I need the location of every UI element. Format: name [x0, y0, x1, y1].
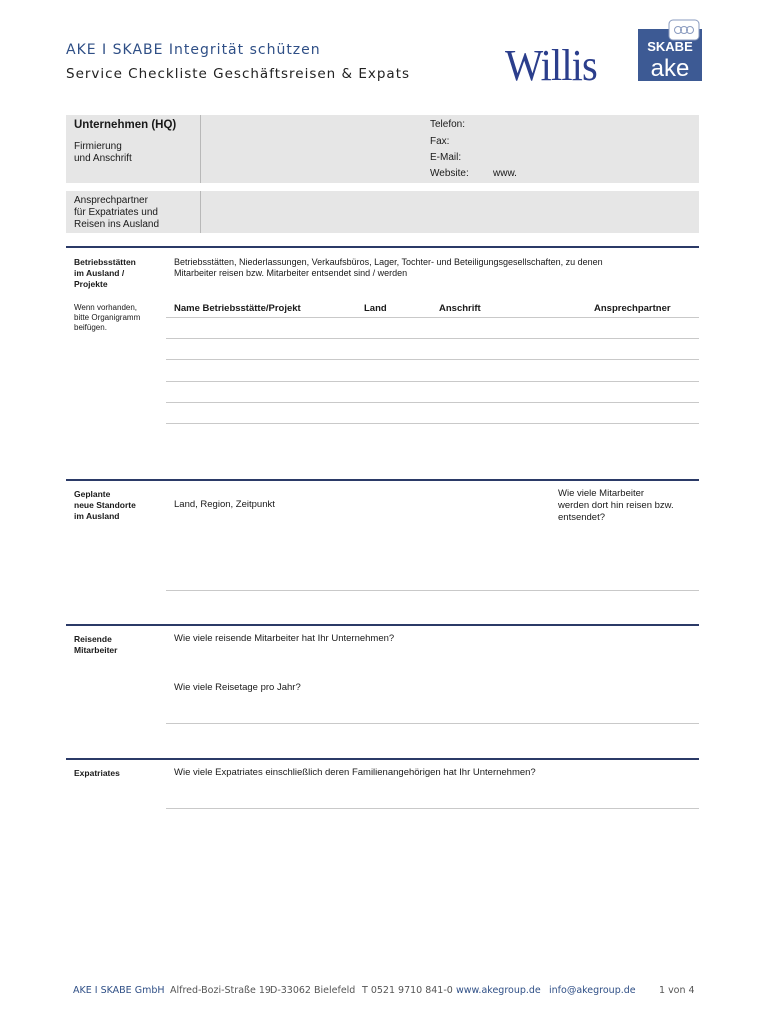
- company-label-line2: und Anschrift: [74, 153, 132, 164]
- planned-question-line3: entsendet?: [558, 512, 606, 523]
- sites-table-row-line[interactable]: [166, 317, 699, 318]
- sites-description-line2: Mitarbeiter reisen bzw. Mitarbeiter entsendet sind / werden: [174, 268, 408, 278]
- sites-note-line1: Wenn vorhanden,: [74, 303, 138, 312]
- document-title: AKE I SKABE Integrität schützen: [66, 42, 321, 58]
- expats-label: Expatriates: [74, 768, 120, 778]
- company-label-line1: Firmierung: [74, 141, 122, 152]
- travelers-answer-line[interactable]: [166, 723, 699, 724]
- telefon-label: Telefon:: [430, 119, 466, 130]
- sites-label-line3: Projekte: [74, 279, 108, 289]
- company-heading: Unternehmen (HQ): [74, 119, 177, 131]
- footer-email-link[interactable]: info@akegroup.de: [549, 985, 636, 996]
- ake-logo-text: ake: [650, 55, 690, 81]
- website-value: www.: [493, 168, 517, 179]
- contact-box: [66, 191, 699, 233]
- skabe-ake-logo: [638, 19, 702, 81]
- contact-label-line3: Reisen ins Ausland: [74, 219, 160, 230]
- footer-web-link[interactable]: www.akegroup.de: [456, 985, 541, 996]
- travelers-question2: Wie viele Reisetage pro Jahr?: [174, 682, 301, 693]
- col-header-ansprechpartner: Ansprechpartner: [594, 303, 671, 314]
- travelers-label-line1: Reisende: [74, 634, 112, 644]
- planned-answer-line[interactable]: [166, 590, 699, 591]
- footer-phone: T 0521 9710 841-0: [362, 985, 453, 996]
- willis-logo: Willis: [505, 41, 597, 90]
- col-header-land: Land: [364, 303, 387, 314]
- website-label: Website:: [430, 168, 469, 179]
- travelers-section-rule: [66, 624, 699, 626]
- contact-label-line1: Ansprechpartner: [74, 195, 148, 206]
- sites-table-row-line[interactable]: [166, 423, 699, 424]
- sites-table-row-line[interactable]: [166, 381, 699, 382]
- expats-section-rule: [66, 758, 699, 760]
- contact-label-line2: für Expatriates und: [74, 207, 158, 218]
- planned-section-rule: [66, 479, 699, 481]
- travelers-label-line2: Mitarbeiter: [74, 645, 118, 655]
- sites-note-line3: beifügen.: [74, 323, 107, 332]
- planned-label-line3: im Ausland: [74, 511, 120, 521]
- sites-table-row-line[interactable]: [166, 359, 699, 360]
- fax-label: Fax:: [430, 136, 450, 147]
- col-header-name: Name Betriebsstätte/Projekt: [174, 303, 301, 314]
- skabe-logo-text: SKABE: [647, 39, 693, 54]
- contact-box-divider: [200, 191, 201, 233]
- expats-question: Wie viele Expatriates einschließlich deren Familienangehörigen hat Ihr Unternehmen?: [174, 767, 536, 778]
- planned-label-line2: neue Standorte: [74, 500, 136, 510]
- sites-label-line1: Betriebsstätten: [74, 257, 136, 267]
- sites-section-rule: [66, 246, 699, 248]
- email-label: E-Mail:: [430, 152, 462, 163]
- planned-question-line1: Wie viele Mitarbeiter: [558, 488, 645, 499]
- planned-field-label: Land, Region, Zeitpunkt: [174, 499, 275, 510]
- footer-city: D-33062 Bielefeld: [270, 985, 356, 996]
- col-header-anschrift: Anschrift: [439, 303, 481, 314]
- planned-label-line1: Geplante: [74, 489, 111, 499]
- expats-answer-line[interactable]: [166, 808, 699, 809]
- sites-description-line1: Betriebsstätten, Niederlassungen, Verkaufsbüros, Lager, Tochter- und Beteiligungsgesellschaften, zu denen: [174, 257, 603, 267]
- company-box-divider: [200, 115, 201, 183]
- sites-table-row-line[interactable]: [166, 402, 699, 403]
- footer-address: Alfred-Bozi-Straße 19: [170, 985, 271, 996]
- page-number: 1 von 4: [659, 985, 695, 996]
- footer-company: AKE I SKABE GmbH: [73, 985, 165, 996]
- sites-table-row-line[interactable]: [166, 338, 699, 339]
- document-subtitle: Service Checkliste Geschäftsreisen & Expats: [66, 66, 411, 82]
- sites-label-line2: im Ausland /: [74, 268, 125, 278]
- planned-question-line2: werden dort hin reisen bzw.: [558, 500, 674, 511]
- sites-note-line2: bitte Organigramm: [74, 313, 141, 322]
- travelers-question1: Wie viele reisende Mitarbeiter hat Ihr Unternehmen?: [174, 633, 395, 644]
